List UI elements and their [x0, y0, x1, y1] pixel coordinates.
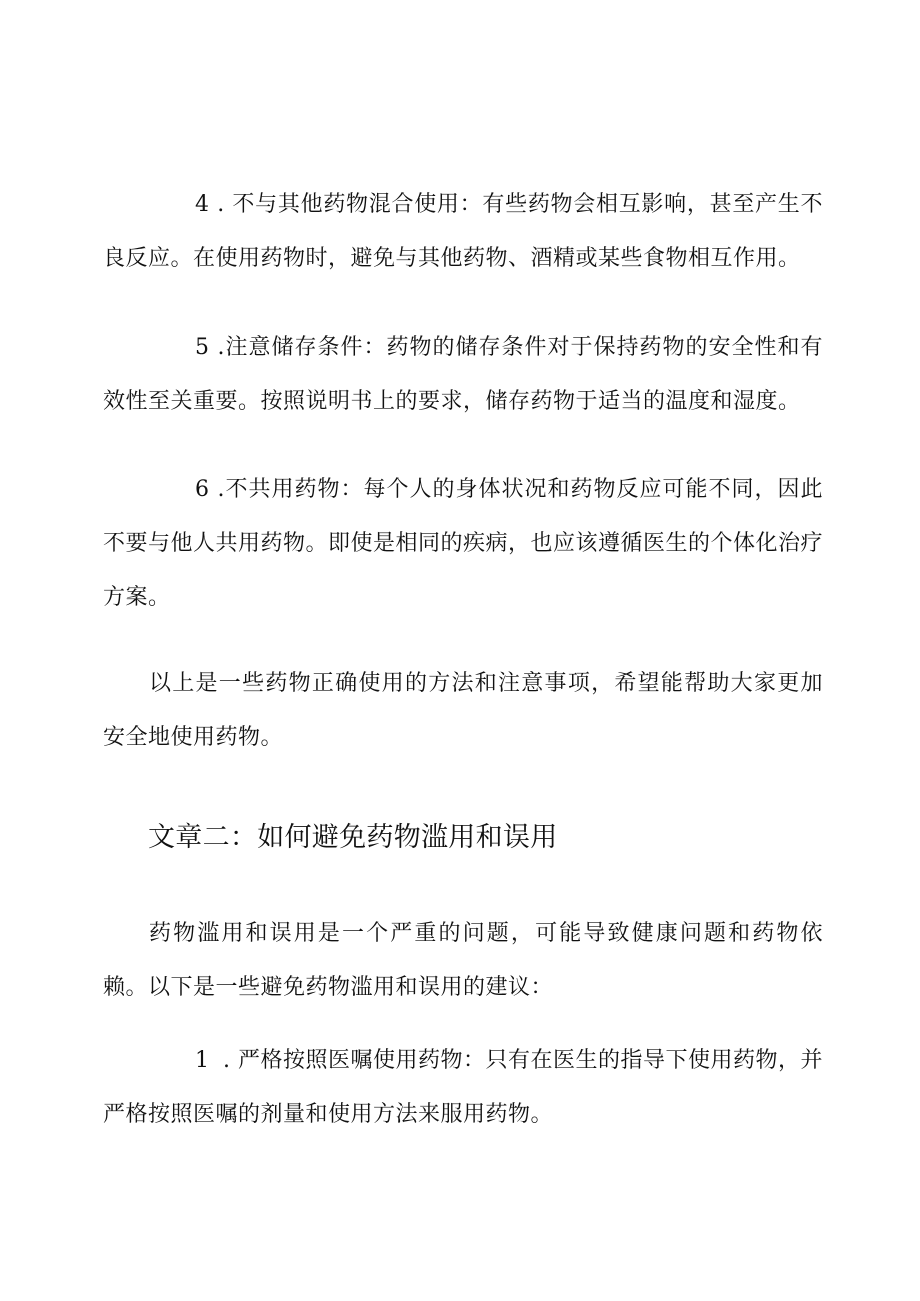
list-item [103, 463, 823, 625]
item-text: . 不与其他药物混合使用：有些药物会相互影响，甚至产生不良反应。在使用药物时，避免与其他药物、酒精或某些食物相互作用。 [103, 192, 823, 271]
intro-paragraph: 药物滥用和误用是一个严重的问题，可能导致健康问题和药物依赖。以下是一些避免药物滥用和误用的建议： [103, 921, 823, 1000]
item-number: 4 [195, 192, 210, 217]
list-item [103, 321, 823, 429]
list-item [103, 1034, 823, 1142]
item-text: . 严格按照医嘱使用药物：只有在医生的指导下使用药物，并严格按照医嘱的剂量和使用方法来服用药物。 [103, 1048, 823, 1127]
item-text: .不共用药物：每个人的身体状况和药物反应可能不同，因此不要与他人共用药物。即使是相同的疾病，也应该遵循医生的个体化治疗方案。 [103, 477, 824, 610]
item-text: .注意储存条件：药物的储存条件对于保持药物的安全性和有效性至关重要。按照说明书上的要求，储存药物于适当的温度和湿度。 [103, 335, 823, 414]
item-number: 1 [195, 1048, 210, 1073]
section-heading: 文章二：如何避免药物滥用和误用 [148, 822, 558, 853]
item-number: 6 [195, 477, 210, 502]
list-item [103, 178, 823, 286]
conclusion-paragraph: 以上是一些药物正确使用的方法和注意事项，希望能帮助大家更加安全地使用药物。 [103, 671, 823, 750]
item-number: 5 [195, 335, 210, 360]
